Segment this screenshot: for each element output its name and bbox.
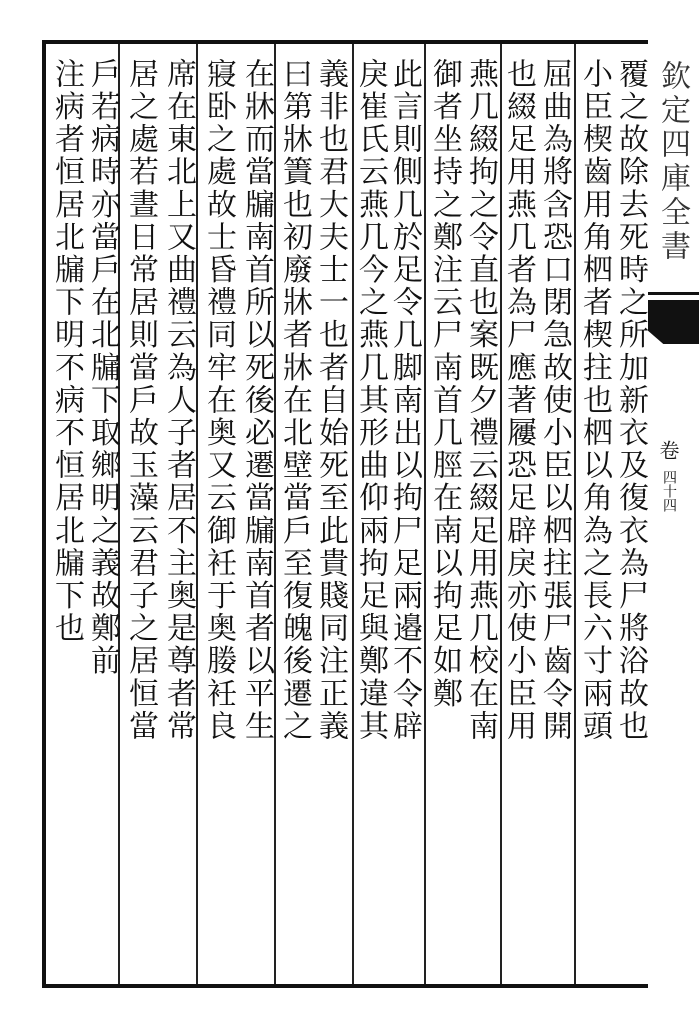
band-rule <box>648 292 699 295</box>
margin-title: 欽定四庫全書 <box>655 60 690 264</box>
juan-number: 四十四 <box>661 470 677 512</box>
text-column: 寢卧之處故士昏禮同牢在奥又云御衽于奥媵衽良 <box>201 58 236 743</box>
text-column: 戾崔氏云燕几今之燕几其形曲仰兩拘足與鄭違其 <box>353 58 388 743</box>
text-column: 曰第牀簀也初廢牀者牀在北壁當戶至復魄後遷之 <box>277 58 312 743</box>
text-column: 也綴足用燕几者為尸應著屨恐足辟戾亦使小臣用 <box>501 58 536 743</box>
text-column: 燕几綴拘之令直也案既夕禮云綴足用燕几校在南 <box>463 58 498 743</box>
text-column: 小臣楔齒用角柶者楔拄也柶以角為之長六寸兩頭 <box>577 58 612 743</box>
text-column: 義非也君大夫士一也者自始死至此貴賤同注正義 <box>313 58 348 743</box>
text-column: 御者坐持之鄭注云尸南首几脛在南以拘足如鄭 <box>427 58 462 710</box>
text-column: 注病者恒居北牖下明不病不恒居北牖下也 <box>49 58 84 645</box>
text-column: 戶若病時亦當戶在北牖下取鄉明之義故鄭前 <box>85 58 120 678</box>
text-column: 席在東北上又曲禮云為人子者居不主奥是尊者常 <box>161 58 196 743</box>
fish-tail-mark <box>648 300 699 344</box>
text-column: 居之處若晝日常居則當戶故玉藻云君子之居恒當 <box>123 58 158 743</box>
column-rule <box>196 44 198 984</box>
text-column: 覆之故除去死時之所加新衣及復衣為尸將浴故也 <box>613 58 648 743</box>
text-column: 此言則側几於足令几脚南出以拘尸足兩邉不令辟 <box>387 58 422 743</box>
text-column: 在牀而當牖南首所以死後必遷當牖南首者以平生 <box>239 58 274 743</box>
text-column: 屈曲為將含恐口閉急故使小臣以柶拄張尸齒令開 <box>537 58 572 743</box>
juan-label: 卷 <box>656 440 680 461</box>
